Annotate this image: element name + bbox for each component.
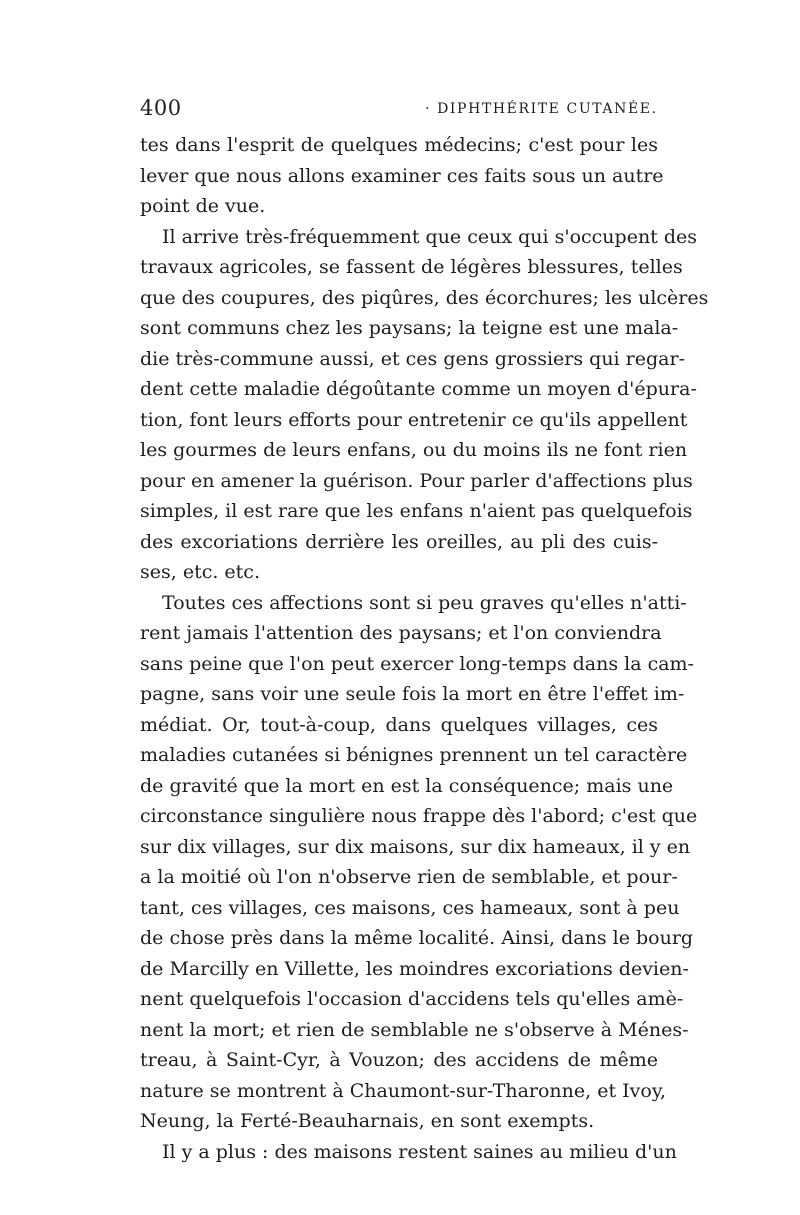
text-line: de gravité que la mort en est la conséquence; mais une [140, 774, 674, 797]
text-line: simples, il est rare que les enfans n'aient pas quelquefois [140, 500, 693, 522]
text-line: pour en amener la guérison. Pour parler d'affections plus [140, 469, 693, 492]
text-line: sont communs chez les paysans; la teigne est une mala- [140, 317, 679, 339]
text-line: tant, ces villages, ces maisons, ces hameaux, sont à peu [140, 896, 680, 919]
text-line: des excoriations derrière les oreilles, au pli des cuis- [140, 530, 658, 553]
text-line: tion, font leurs efforts pour entretenir ce qu'ils appellent [140, 408, 688, 431]
text-line: lever que nous allons examiner ces faits sous un autre [140, 164, 664, 187]
text-line: les gourmes de leurs enfans, ou du moins ils ne font rien [140, 439, 688, 461]
text-line: rent jamais l'attention des paysans; et l'on conviendra [140, 622, 662, 644]
text-line: sur dix villages, sur dix maisons, sur dix hameaux, il y en [140, 835, 691, 858]
text-line: circonstance singulière nous frappe dès l'abord; c'est que [140, 805, 698, 827]
text-line: de chose près dans la même localité. Ainsi, dans le bourg [140, 927, 694, 949]
text-line: Toutes ces affections sont si peu graves qu'elles n'atti- [162, 591, 687, 614]
text-line: pagne, sans voir une seule fois la mort en être l'effet im- [140, 683, 685, 705]
text-line: médiat. Or, tout-à-coup, dans quelques villages, ces [140, 713, 658, 736]
body-text [140, 130, 709, 1167]
text-line: die très-commune aussi, et ces gens grossiers qui regar- [140, 347, 685, 370]
text-line: de Marcilly en Villette, les moindres excoriations devien- [140, 957, 689, 980]
text-line: a la moitié où l'on n'observe rien de semblable, et pour- [140, 866, 678, 888]
text-line: Il arrive très-fréquemment que ceux qui s'occupent des [162, 225, 698, 248]
text-line: dent cette maladie dégoûtante comme un moyen d'épura- [140, 378, 697, 400]
text-line: Neung, la Ferté-Beauharnais, en sont exempts. [140, 1110, 595, 1132]
text-line: sans peine que l'on peut exercer long-temps dans la cam- [140, 652, 694, 675]
text-line: Il y a plus : des maisons restent saines au milieu d'un [162, 1140, 677, 1163]
text-line: tes dans l'esprit de quelques médecins; c'est pour les [140, 134, 658, 156]
text-line: point de vue. [140, 195, 266, 217]
text-line: nature se montrent à Chaumont-sur-Tharonne, et Ivoy, [140, 1079, 667, 1102]
text-line: nent quelquefois l'occasion d'accidens tels qu'elles amè- [140, 988, 684, 1010]
text-line: que des coupures, des piqûres, des écorchures; les ulcères [140, 286, 709, 309]
text-line: treau, à Saint-Cyr, à Vouzon; des accidens de même [140, 1049, 658, 1071]
page-number: 400 [140, 96, 182, 120]
text-line: travaux agricoles, se fassent de légères blessures, telles [140, 256, 683, 278]
page-header [140, 96, 660, 126]
running-title: · DIPHTHÉRITE CUTANÉE. [425, 101, 658, 117]
text-line: nent la mort; et rien de semblable ne s'observe à Ménes- [140, 1018, 689, 1041]
text-line: ses, etc. etc. [140, 561, 260, 583]
text-line: maladies cutanées si bénignes prennent un tel caractère [140, 744, 688, 766]
